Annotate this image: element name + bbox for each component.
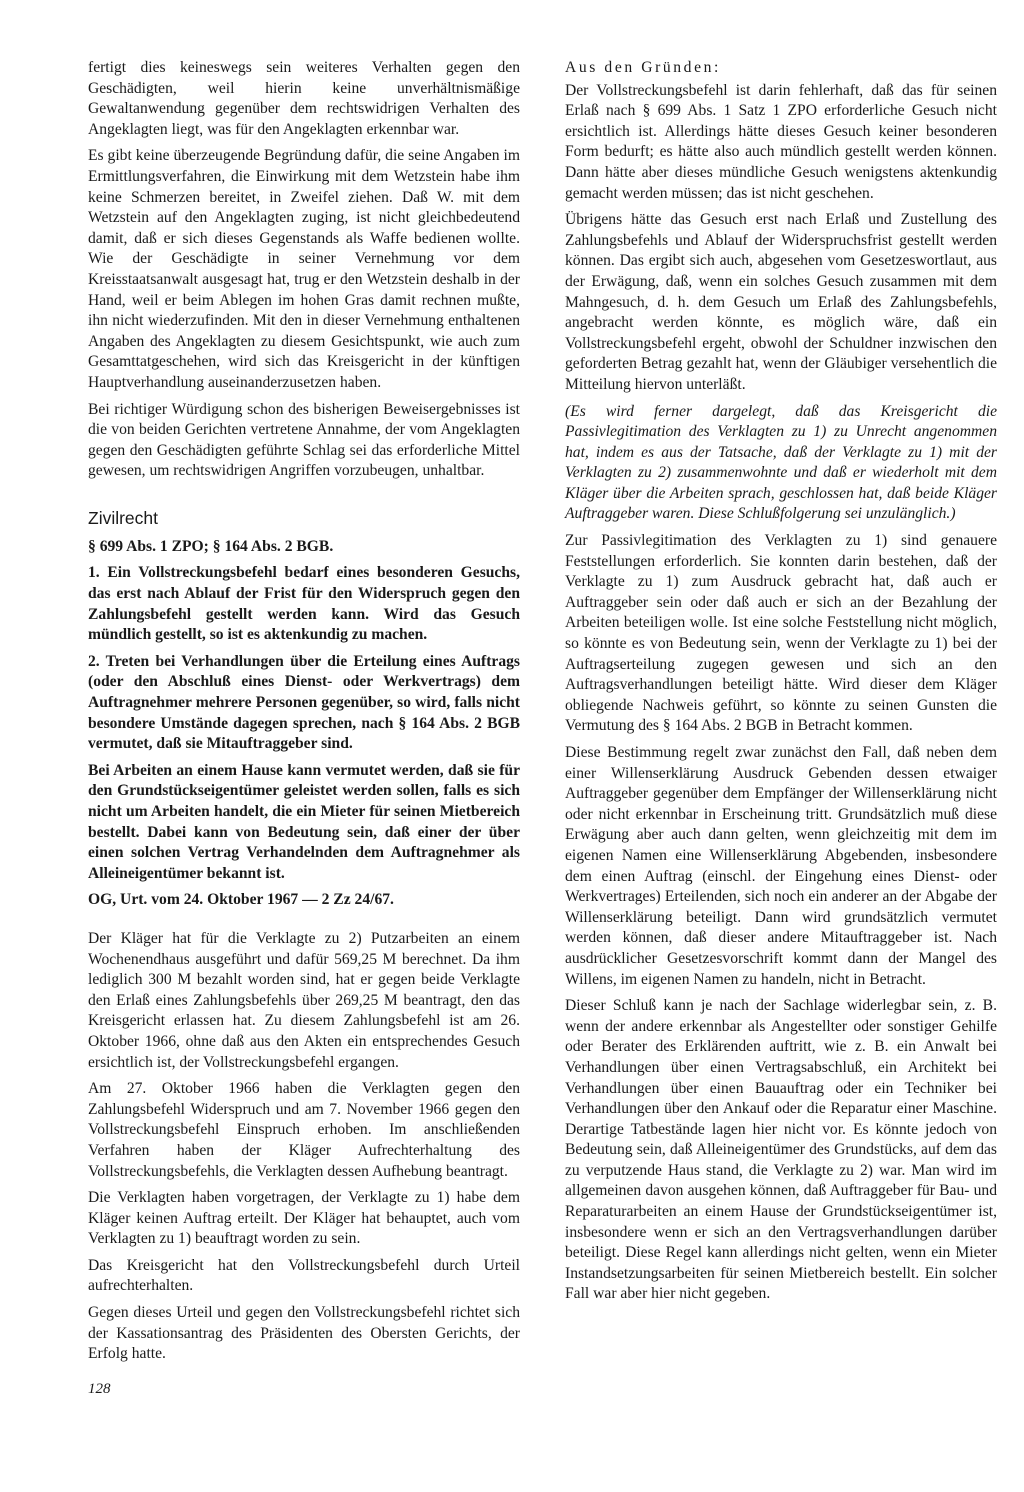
paragraph: Die Verklagten haben vorgetragen, der Verklagte zu 1) habe dem Kläger keinen Auftrag erteilt. Der Kläger hat behauptet, auch vom Verklagten zu 1) beauftragt worden zu sein. [88, 1189, 520, 1248]
decision-citation: OG, Urt. vom 24. Oktober 1967 — 2 Zz 24/67. [88, 891, 394, 909]
paragraph: Gegen dieses Urteil und gegen den Vollstreckungsbefehl richtet sich der Kassationsantrag des Präsidenten des Obersten Gerichts, der Erfolg hatte. [88, 1304, 520, 1363]
paragraph: Der Kläger hat für die Verklagte zu 2) Putzarbeiten an einem Wochenendhaus ausgeführt und dafür 569,25 M berechnet. Da ihm lediglich 300 M bezahlt worden sind, hat er gegen beide Verklagte den Erlaß eines Zahlungsbefehls über 269,25 M beantragt, den das Kreisgericht erlassen hat. Zu diesem Zahlungsbefehl ist am 26. Oktober 1966, ohne daß aus den Akten ein entsprechendes Gesuch ersichtlich ist, der Vollstreckungsbefehl ergangen. [88, 929, 520, 1071]
headnote-1: 1. Ein Vollstreckungsbefehl bedarf eines besonderen Gesuchs, das erst nach Ablauf der Frist für den Widerspruch gegen den Zahlungsbefehl gestellt werden kann. Wird das Gesuch mündlich gestellt, so ist es aktenkundig zu machen. [88, 564, 520, 644]
left-column [88, 58, 520, 1371]
section-heading: Zivilrecht [88, 507, 159, 528]
paragraph: Diese Bestimmung regelt zwar zunächst den Fall, daß neben dem einer Willenserklärung Ausdruck Gebenden dessen etwaiger Auftraggeber gegenüber dem Empfänger der Willenserklärung nicht oder nicht erkennbar in Erscheinung tritt. Grundsätzlich muß diese Erwägung aber auch dann gelten, wenn gleichzeitig mit dem im eigenen Namen eine Willenserklärung Abgebenden, insbesondere dem einen Auftrag (einschl. der Eingehung eines Dienst- oder Werkvertrages) Erteilenden, sich noch ein anderer an der Abgabe der Willenserklärung beteiligt. Dann wird grundsätzlich vermutet werden können, daß dieser andere Mitauftraggeber ist. Nach ausdrücklicher Gesetzesvorschrift kommt dann der Mangel des Willens, im eigenen Namen zu handeln, nicht in Betracht. [565, 744, 997, 988]
paragraph: Am 27. Oktober 1966 haben die Verklagten gegen den Zahlungsbefehl Widerspruch und am 7. November 1966 gegen den Vollstreckungsbefehl Einspruch erhoben. Im anschließenden Verfahren haben der Kläger Aufrechterhaltung des Vollstreckungsbefehls, die Verklagten dessen Aufhebung beantragt. [88, 1080, 520, 1180]
paragraph: Der Vollstreckungsbefehl ist darin fehlerhaft, daß das für seinen Erlaß nach § 699 Abs. 1 Satz 1 ZPO erforderliche Gesuch nicht ersichtlich ist. Allerdings hätte dieses Gesuch keiner besonderen Form bedurft; es hätte also auch mündlich gestellt werden können. Dann hätte aber dieses mündliche Gesuch wenigstens aktenkundig gemacht werden müssen; das ist nicht geschehen. [565, 81, 997, 202]
paragraph: Zur Passivlegitimation des Verklagten zu 1) sind genauere Feststellungen erforderlich. Sie konnten darin bestehen, daß der Verklagte zu 1) zum Ausdruck gebracht hat, daß auch er Auftraggeber sein oder daß auch er sich an der Bezahlung der Arbeiten beteiligen wolle. Ist eine solche Feststellung nicht möglich, so könnte es von Bedeutung sein, wenn der Verklagte zu 1) bei der Auftragserteilung zugegen gewesen und sich an den Auftragsverhandlungen beteiligt hätte. Wird dieser dem Kläger obliegende Nachweis geführt, so könnte zu seinen Gunsten die Vermutung des § 164 Abs. 2 BGB in Betracht kommen. [565, 532, 997, 735]
right-column [565, 58, 997, 1311]
paragraph: Übrigens hätte das Gesuch erst nach Erlaß und Zustellung des Zahlungsbefehls und Ablauf der Widerspruchsfrist gestellt werden können. Das ergibt sich auch, abgesehen vom Gesetzeswortlaut, aus der Erwägung, daß, wenn ein solches Gesuch zusammen mit dem Mahngesuch, d. h. dem Gesuch um Erlaß des Zahlungsbefehls, angebracht werden könnte, es möglich wäre, daß ein Vollstreckungsbefehl ergeht, obwohl der Schuldner inzwischen den geforderten Betrag gezahlt hat, wenn der Gläubiger versehentlich die Mitteilung hiervon unterläßt. [565, 211, 997, 393]
headnote-3: Bei Arbeiten an einem Hause kann vermutet werden, daß sie für den Grundstückseigentümer geleistet werden sollen, falls es sich nicht um Arbeiten handelt, die ein Mieter für seinen Mietbereich bestellt. Dabei kann von Bedeutung sein, daß einer der über einen solchen Vertrag Verhandelnden dem Auftragnehmer als Alleineigentümer bekannt ist. [88, 761, 520, 882]
reasons-heading: Aus den Gründen: [565, 59, 721, 76]
paragraph: Es gibt keine überzeugende Begründung dafür, die seine Angaben im Ermittlungsverfahren, die Einwirkung mit dem Wetzstein habe ihm keine Schmerzen bereitet, in Zweifel ziehen. Daß W. mit dem Wetzstein auf den Angeklagten zuging, ist nicht gleichbedeutend damit, daß er sich dieses Gegenstands als Waffe bedienen wollte. Wie der Geschädigte in seiner Vernehmung vor dem Kreisstaatsanwalt ausgesagt hat, trug er den Wetzstein deshalb in der Hand, weil er beim Ablegen im hohen Gras damit rechnen mußte, ihn nicht wiederzufinden. Mit den in dieser Vernehmung enthaltenen Angaben des Angeklagten zu diesem Gesichtspunkt, wie auch zum Gesamttatgeschehen, wird sich das Kreisgericht in der künftigen Hauptverhandlung auseinanderzusetzen haben. [88, 147, 520, 391]
editorial-note: (Es wird ferner dargelegt, daß das Kreisgericht die Passivlegitimation des Verklagten zu 1) zu Unrecht angenommen hat, indem es aus der Tatsache, daß der Verklagte zu 1) mit der Verklagten zu 2) zusammenwohnte und daß er wiederholt mit dem Kläger über die Arbeiten sprach, geschlossen hat, daß beide Kläger Auftraggeber waren. Diese Schlußfolgerung sei unzulänglich.) [565, 402, 997, 523]
headnote-2: 2. Treten bei Verhandlungen über die Erteilung eines Auftrags (oder den Abschluß eines Dienst- oder Werkvertrags) dem Auftragnehmer mehrere Personen gegenüber, so wird, falls nicht besondere Umstände dagegen sprechen, nach § 164 Abs. 2 BGB vermutet, daß sie Mitauftraggeber sind. [88, 652, 520, 753]
paragraph: Dieser Schluß kann je nach der Sachlage widerlegbar sein, z. B. wenn der andere erkennbar als Angestellter oder sonstiger Gehilfe oder Berater des Erklärenden auftritt, wie z. B. ein Anwalt bei Verhandlungen über einen Vertragsabschluß, ein Architekt bei Verhandlungen über einen Bauauftrag oder ein Techniker bei Verhandlungen über den Ankauf oder die Reparatur einer Maschine. Derartige Tatbestände lagen hier nicht vor. Es könnte jedoch von Bedeutung sein, daß Alleineigentümer des Grundstücks, auf dem das zu verputzende Haus stand, die Verklagte zu 2) war. Man wird im allgemeinen davon ausgehen können, daß Auftraggeber für Bau- und Reparaturarbeiten an einem Hause der Grundstückseigentümer ist, insbesondere wenn er sich an den Vertragsverhandlungen darüber beteiligt. Diese Regel kann allerdings nicht gelten, wenn ein Mieter Instandsetzungsarbeiten für seinen Mietbereich bestellt. Ein solcher Fall war aber hier nicht gegeben. [565, 997, 997, 1303]
statute-reference: § 699 Abs. 1 ZPO; § 164 Abs. 2 BGB. [88, 537, 334, 555]
page-number: 128 [88, 1381, 111, 1397]
paragraph: Bei richtiger Würdigung schon des bisherigen Beweisergebnisses ist die von beiden Gerichten vertretene Annahme, der vom Angeklagten gegen den Geschädigten geführte Schlag sei das erforderliche Mittel gewesen, um rechtswidrigen Angriffen vorzubeugen, unhaltbar. [88, 400, 520, 480]
paragraph: fertigt dies keineswegs sein weiteres Verhalten gegen den Geschädigten, weil hierin keine unverhältnismäßige Gewaltanwendung gegenüber dem rechtswidrigen Verhalten des Angeklagten liegt, was für den Angeklagten erkennbar war. [88, 59, 520, 138]
paragraph: Das Kreisgericht hat den Vollstreckungsbefehl durch Urteil aufrechterhalten. [88, 1256, 520, 1295]
